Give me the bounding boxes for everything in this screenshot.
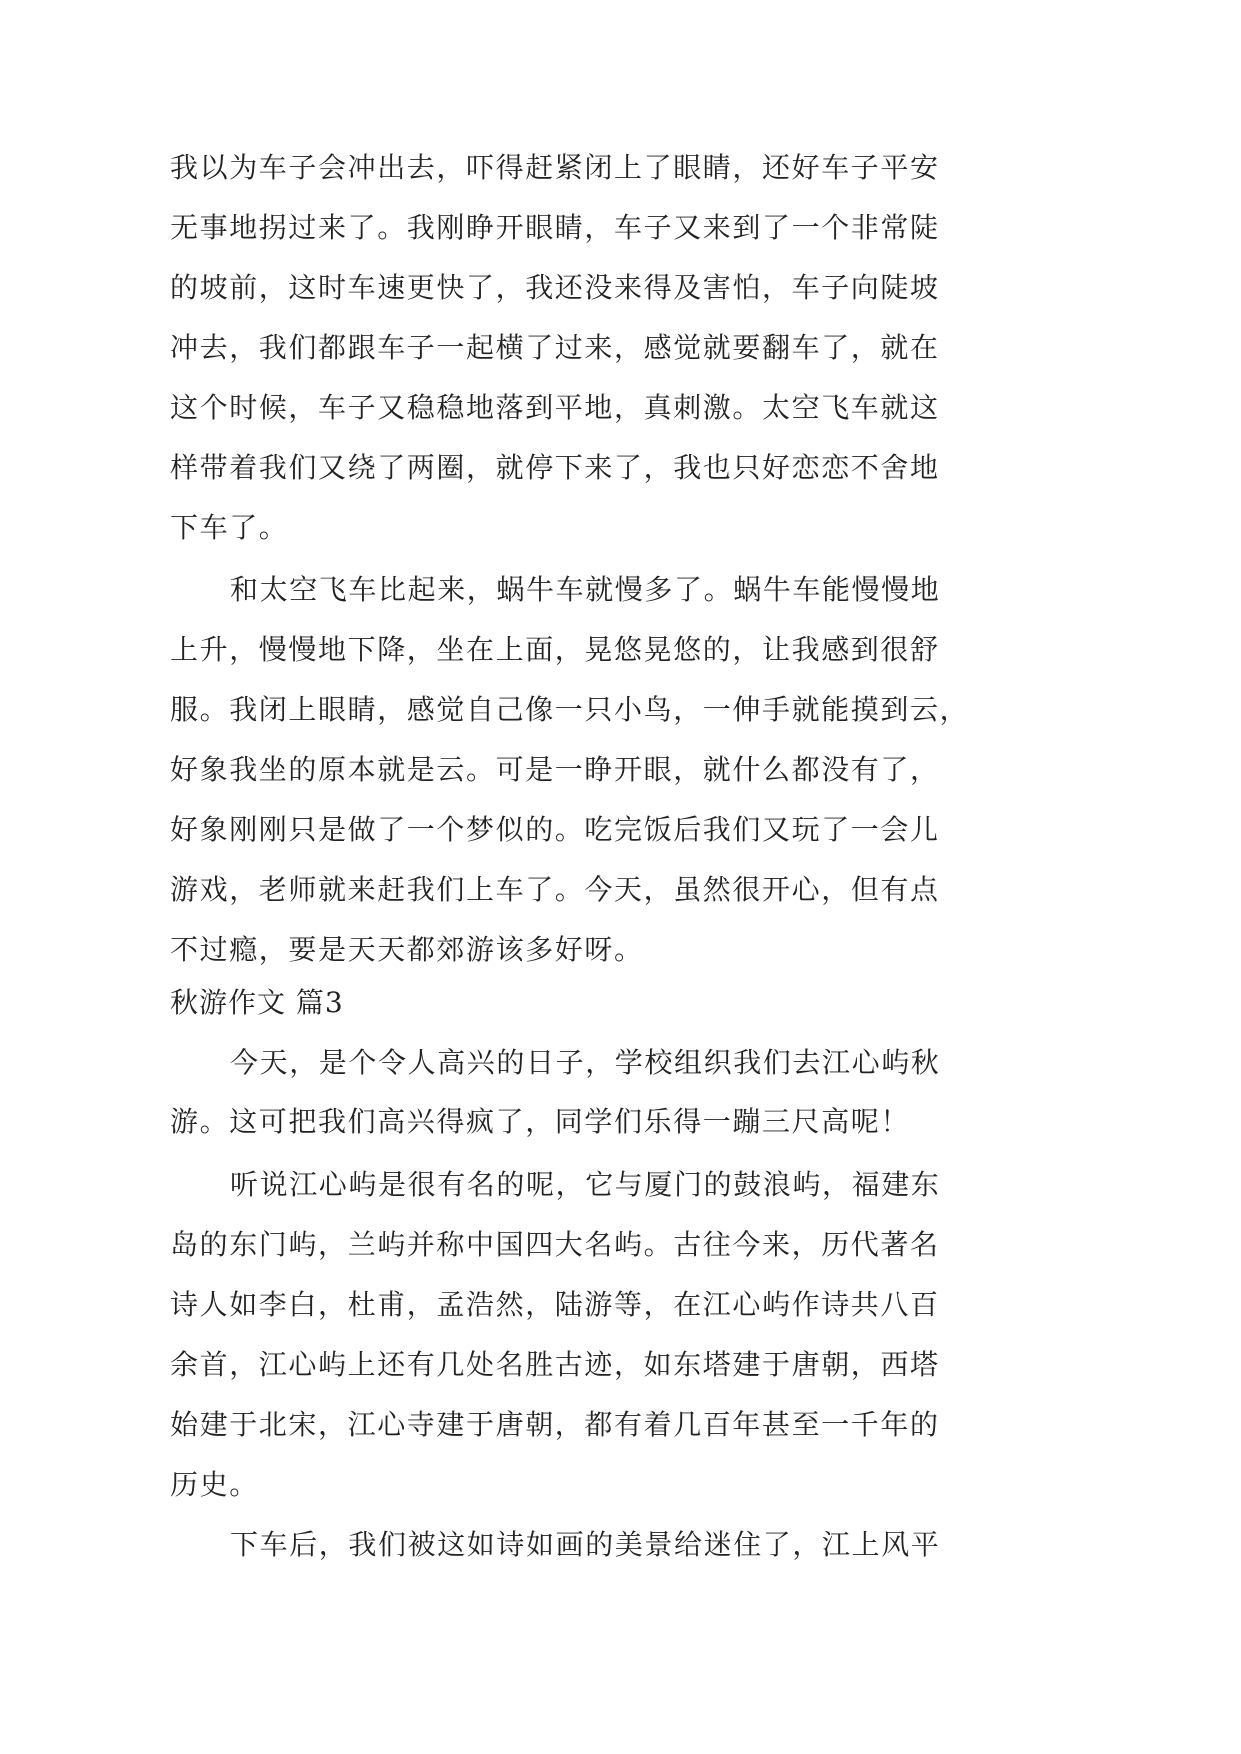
text-line: 诗人如李白，杜甫，孟浩然，陆游等，在江心屿作诗共八百 [170,1288,940,1321]
text-line: 无事地拐过来了。我刚睁开眼睛，车子又来到了一个非常陡 [170,211,940,244]
text-line: 历史。 [170,1468,259,1501]
text-line: 岛的东门屿，兰屿并称中国四大名屿。古往今来，历代著名 [170,1228,940,1261]
text-line: 好象我坐的原本就是云。可是一睁开眼，就什么都没有了， [170,753,940,786]
text-line: 始建于北宋，江心寺建于唐朝，都有着几百年甚至一千年的 [170,1408,940,1441]
text-line: 好象刚刚只是做了一个梦似的。吃完饭后我们又玩了一会儿 [170,813,940,846]
text-line: 这个时候，车子又稳稳地落到平地，真刺激。太空飞车就这 [170,391,940,424]
text-line: 下车了。 [170,511,289,544]
text-line: 冲去，我们都跟车子一起横了过来，感觉就要翻车了，就在 [170,331,940,364]
text-line: 下车后，我们被这如诗如画的美景给迷住了，江上风平 [230,1528,941,1561]
text-line: 服。我闭上眼睛，感觉自己像一只小鸟，一伸手就能摸到云， [170,693,970,726]
text-line: 我以为车子会冲出去，吓得赶紧闭上了眼睛，还好车子平安 [170,151,940,184]
text-line: 听说江心屿是很有名的呢，它与厦门的鼓浪屿，福建东 [230,1168,941,1201]
text-line: 和太空飞车比起来，蜗牛车就慢多了。蜗牛车能慢慢地 [230,573,941,606]
text-line: 游戏，老师就来赶我们上车了。今天，虽然很开心，但有点 [170,873,940,906]
text-line: 余首，江心屿上还有几处名胜古迹，如东塔建于唐朝，西塔 [170,1348,940,1381]
text-line: 的坡前，这时车速更快了，我还没来得及害怕，车子向陡坡 [170,271,940,304]
text-line: 上升，慢慢地下降，坐在上面，晃悠晃悠的，让我感到很舒 [170,633,940,666]
text-line: 游。这可把我们高兴得疯了，同学们乐得一蹦三尺高呢！ [170,1105,911,1138]
text-line: 不过瘾，要是天天都郊游该多好呀。 [170,933,644,966]
text-line: 样带着我们又绕了两圈，就停下来了，我也只好恋恋不舍地 [170,451,940,484]
text-line: 今天，是个令人高兴的日子，学校组织我们去江心屿秋 [230,1046,941,1079]
section-heading: 秋游作文 篇3 [170,986,344,1019]
